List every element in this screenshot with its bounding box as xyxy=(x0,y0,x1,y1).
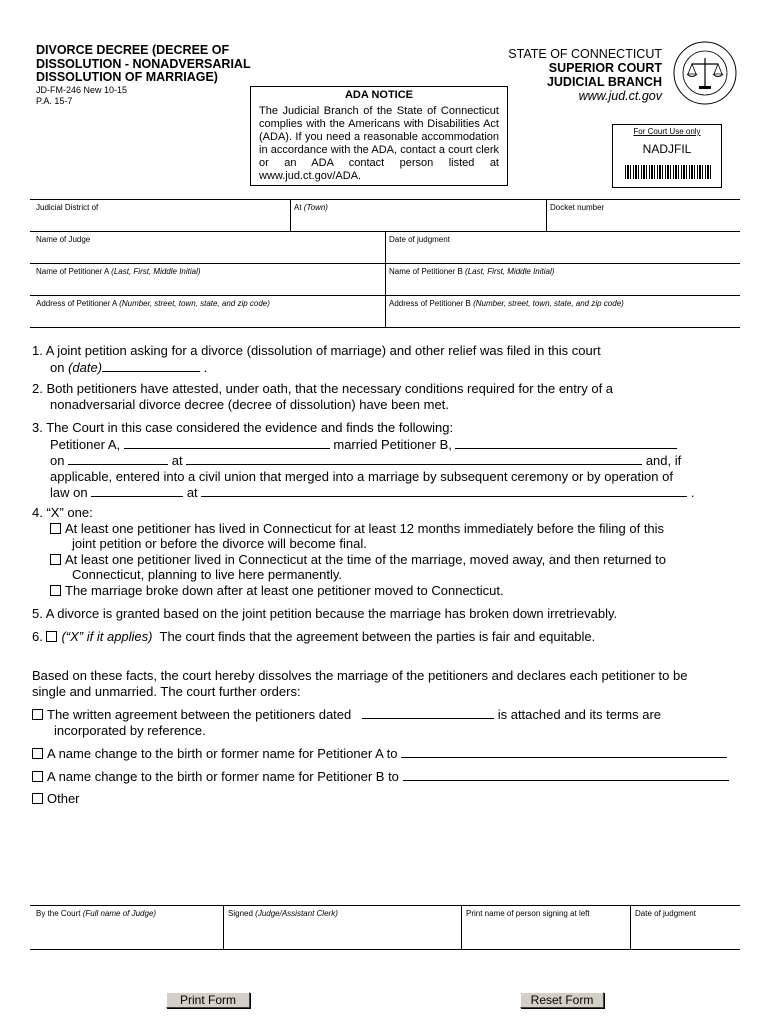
order-other: Other xyxy=(32,791,737,807)
signature-field[interactable]: Signed (Judge/Assistant Clerk) xyxy=(228,909,338,918)
signature-block xyxy=(30,905,740,950)
item-5: 5. A divorce is granted based on the joint petition because the marriage has broken down irretrievably. xyxy=(32,606,618,621)
barcode xyxy=(625,165,711,179)
item-3: 3. The Court in this case considered the evidence and finds the following: Petitioner A, married Petitioner B, on at and, if applicable, entered into a civil union that merged into a marriage by subsequent ceremony or by operation of law on at . xyxy=(32,420,695,500)
petitioner-b-address-field[interactable]: Address of Petitioner B (Number, street, town, state, and zip code) xyxy=(389,299,624,308)
form-number: JD-FM-246 New 10-15 P.A. 15-7 xyxy=(36,85,128,106)
petitioner-b-name-field[interactable]: Name of Petitioner B (Last, First, Middle Initial) xyxy=(389,267,555,276)
order-name-change-b: A name change to the birth or former name for Petitioner B to xyxy=(32,768,737,785)
item-4: 4. “X” one: At least one petitioner has lived in Connecticut for at least 12 months immediately before the filing of this joint petition or before the divorce will become final. At least one petitioner lived in Connecticut at the time of the marriage, moved away, and then returned to Connecticut, planning to live here permanently. The marriage broke down after at least one petitioner moved to Connecticut. xyxy=(32,505,666,598)
item-1: 1. A joint petition asking for a divorce (dissolution of marriage) and other relief was filed in this court on (date) . xyxy=(32,343,601,375)
court-header: STATE OF CONNECTICUT SUPERIOR COURT JUDICIAL BRANCH www.jud.ct.gov xyxy=(508,47,662,103)
print-form-button[interactable]: Print Form xyxy=(166,992,250,1008)
residency-12-months-checkbox[interactable] xyxy=(50,523,61,534)
signature-date-field[interactable]: Date of judgment xyxy=(635,909,696,918)
petitioner-a-input[interactable] xyxy=(124,436,330,449)
civil-union-date-input[interactable] xyxy=(91,484,183,497)
petitioner-a-name-field[interactable]: Name of Petitioner A (Last, First, Middle Initial) xyxy=(36,267,201,276)
returned-to-ct-checkbox[interactable] xyxy=(50,554,61,565)
town-field[interactable]: At (Town) xyxy=(294,203,328,212)
breakdown-in-ct-checkbox[interactable] xyxy=(50,585,61,596)
orders-intro: Based on these facts, the court hereby dissolves the marriage of the petitioners and declares each petitioner to be single and unmarried. The court further orders: xyxy=(32,668,688,699)
court-use-box: For Court Use only NADJFIL xyxy=(612,124,722,188)
court-use-code: NADJFIL xyxy=(642,142,692,156)
website-link[interactable]: www.jud.ct.gov xyxy=(578,89,662,103)
judicial-district-field[interactable]: Judicial District of xyxy=(36,203,99,212)
petitioner-b-input[interactable] xyxy=(455,436,677,449)
marriage-date-input[interactable] xyxy=(68,452,168,465)
name-change-b-checkbox[interactable] xyxy=(32,771,43,782)
filing-date-input[interactable] xyxy=(102,359,200,372)
marriage-place-input[interactable] xyxy=(186,452,642,465)
other-checkbox[interactable] xyxy=(32,793,43,804)
reset-form-button[interactable]: Reset Form xyxy=(520,992,604,1008)
form-title: DIVORCE DECREE (DECREE OF DISSOLUTION - NONADVERSARIAL DISSOLUTION OF MARRIAGE) xyxy=(36,43,251,84)
print-name-field[interactable]: Print name of person signing at left xyxy=(466,909,590,918)
item-2: 2. Both petitioners have attested, under oath, that the necessary conditions required for the entry of a nonadversarial divorce decree (decree of dissolution) have been met. xyxy=(32,381,614,412)
name-change-b-input[interactable] xyxy=(403,768,729,781)
agreement-date-input[interactable] xyxy=(362,706,494,719)
judge-name-field[interactable]: Name of Judge xyxy=(36,235,91,244)
agreement-fair-checkbox[interactable] xyxy=(46,631,57,642)
name-change-a-input[interactable] xyxy=(401,745,727,758)
civil-union-place-input[interactable] xyxy=(201,484,687,497)
docket-number-field[interactable]: Docket number xyxy=(550,203,605,212)
order-name-change-a: A name change to the birth or former name for Petitioner A to xyxy=(32,745,737,762)
ada-heading: ADA NOTICE xyxy=(344,89,414,101)
case-info-grid xyxy=(30,199,740,328)
order-agreement: The written agreement between the petitioners dated is attached and its terms are incorporated by reference. xyxy=(32,706,737,738)
judgment-date-field[interactable]: Date of judgment xyxy=(389,235,450,244)
ada-notice xyxy=(250,86,508,186)
ada-text: The Judicial Branch of the State of Connecticut complies with the Americans with Disabilities Act (ADA). If you need a reasonable accommodation in accordance with the ADA, contact a court clerk or an ADA contact person listed at www.jud.ct.gov/ADA. xyxy=(259,105,499,182)
item-6: 6. (“X” if it applies) The court finds that the agreement between the parties is fair and equitable. xyxy=(32,629,596,644)
judicial-seal-icon xyxy=(672,40,738,106)
name-change-a-checkbox[interactable] xyxy=(32,748,43,759)
judge-full-name-field[interactable]: By the Court (Full name of Judge) xyxy=(36,909,157,918)
petitioner-a-address-field[interactable]: Address of Petitioner A (Number, street, town, state, and zip code) xyxy=(36,299,270,308)
agreement-attached-checkbox[interactable] xyxy=(32,709,43,720)
